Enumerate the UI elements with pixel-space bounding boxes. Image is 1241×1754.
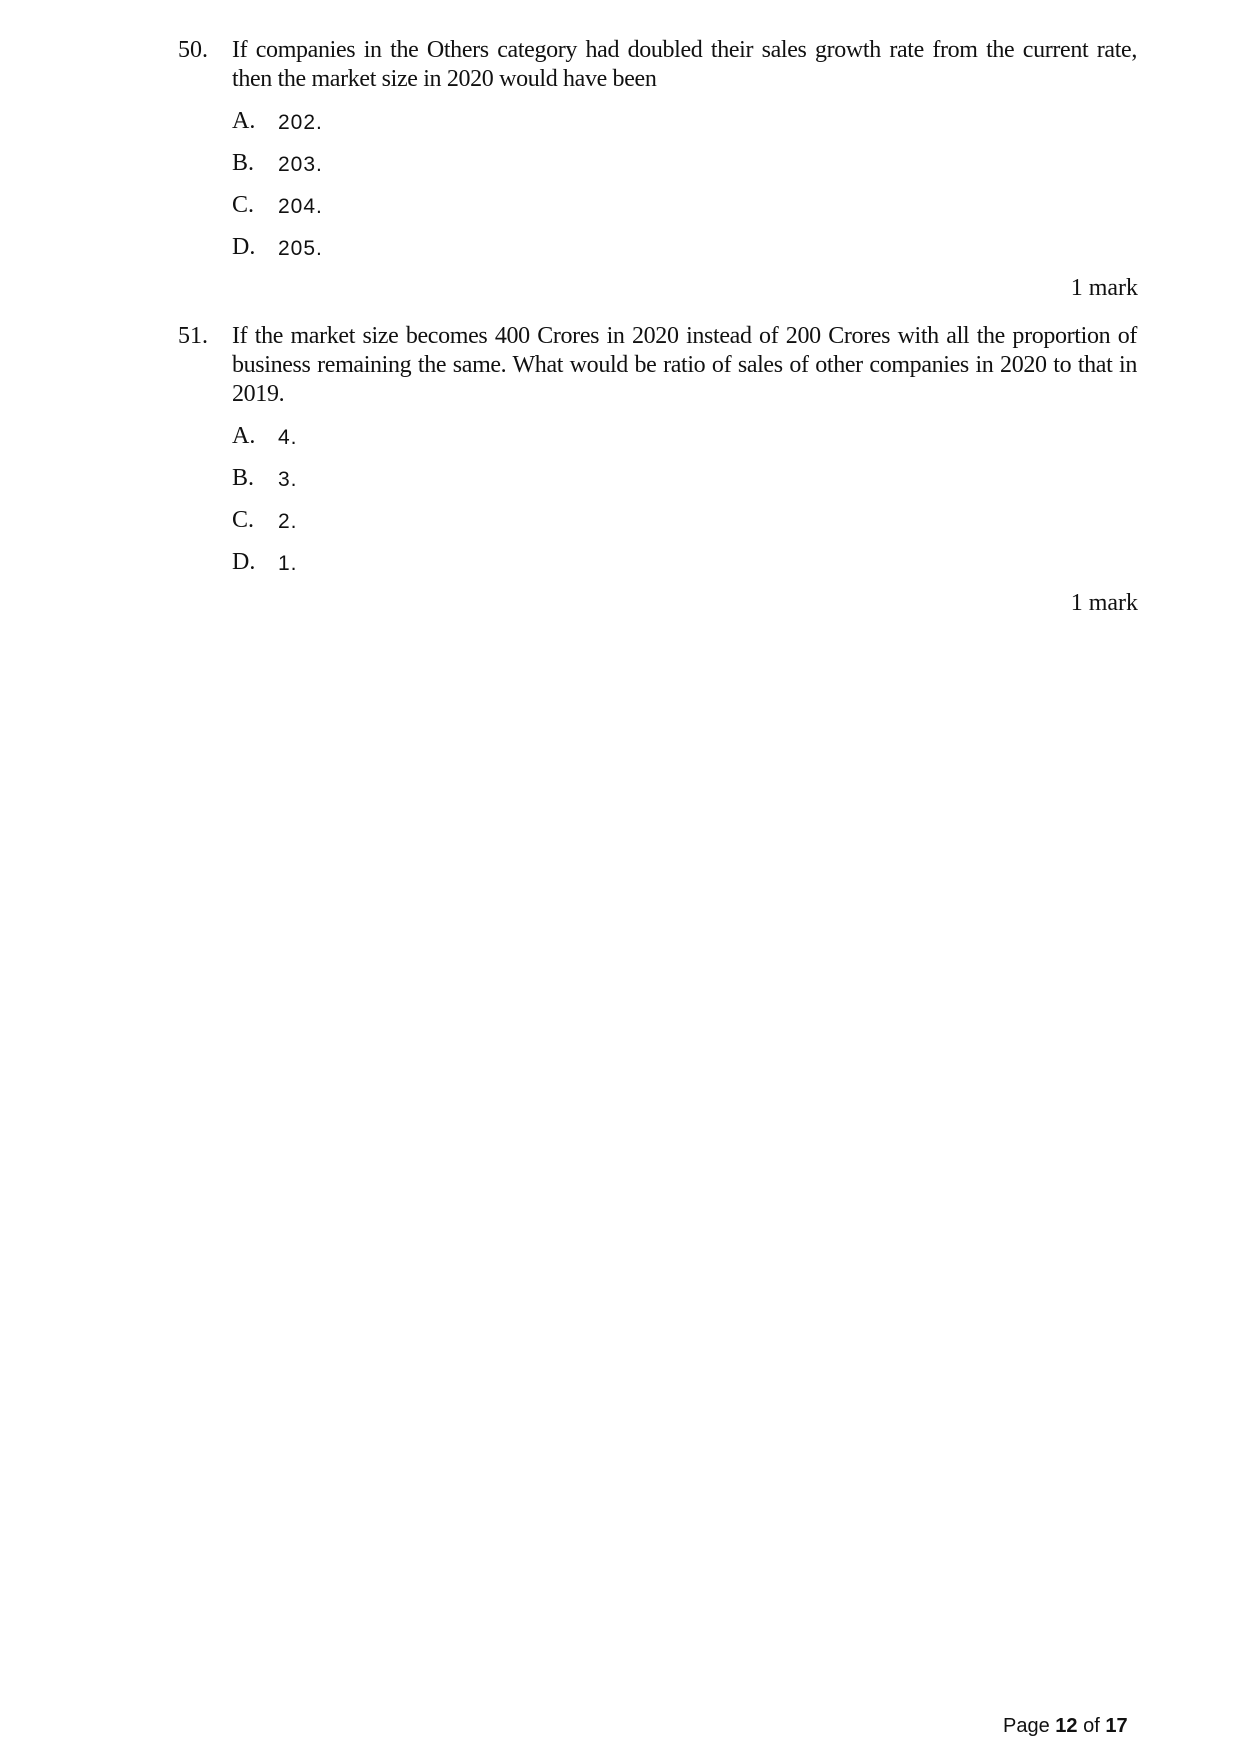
of-word: of — [1083, 1715, 1100, 1737]
option-letter: D. — [232, 549, 256, 575]
question-text: If companies in the Others category had doubled their sales growth rate from the current rate, then the market size in 2020 would have been — [232, 37, 1137, 92]
option-letter: A. — [232, 423, 256, 449]
option-b — [232, 148, 1138, 190]
option-letter: D. — [232, 234, 256, 260]
question-51 — [178, 322, 1138, 618]
question-stem — [178, 36, 1138, 94]
option-value: 3. — [278, 468, 298, 491]
option-list — [232, 421, 1138, 589]
option-value: 1. — [278, 552, 298, 575]
option-value: 4. — [278, 426, 298, 449]
option-value: 203. — [278, 153, 323, 176]
option-letter: B. — [232, 150, 255, 176]
total-pages-number: 17 — [1105, 1715, 1128, 1737]
option-c — [232, 190, 1138, 232]
question-number: 50. — [178, 37, 208, 63]
mark-label: 1 mark — [1070, 590, 1138, 616]
option-letter: A. — [232, 108, 256, 134]
option-letter: C. — [232, 192, 255, 218]
option-list — [232, 106, 1138, 274]
mark-label: 1 mark — [1070, 275, 1138, 301]
question-number: 51. — [178, 323, 208, 349]
option-c — [232, 505, 1138, 547]
option-value: 202. — [278, 111, 323, 134]
option-d — [232, 232, 1138, 274]
option-value: 205. — [278, 237, 323, 260]
question-50 — [178, 36, 1138, 303]
current-page-number: 12 — [1055, 1715, 1078, 1737]
option-a — [232, 106, 1138, 148]
option-letter: C. — [232, 507, 255, 533]
option-value: 2. — [278, 510, 298, 533]
page-footer — [1003, 1715, 1128, 1737]
option-letter: B. — [232, 465, 255, 491]
question-stem — [178, 322, 1138, 409]
option-a — [232, 421, 1138, 463]
option-d — [232, 547, 1138, 589]
option-value: 204. — [278, 195, 323, 218]
page-word: Page — [1003, 1715, 1050, 1737]
question-text: If the market size becomes 400 Crores in 2020 instead of 200 Crores with all the proportion of business remaining the same. What would be ratio of sales of other companies in 2020 to that in 2019. — [232, 323, 1137, 407]
option-b — [232, 463, 1138, 505]
